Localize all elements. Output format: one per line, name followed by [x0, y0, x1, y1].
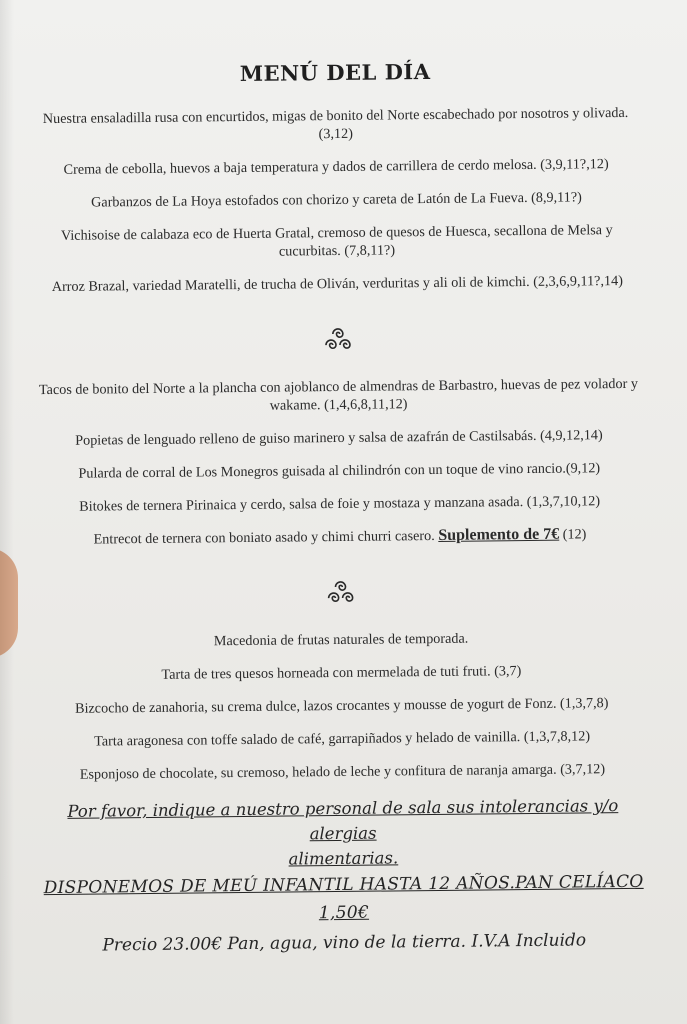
menu-title: MENÚ DEL DÍA	[239, 59, 431, 86]
allergy-note-line1: Por favor, indique a nuestro personal de sala sus intolerancias y/o alergias	[67, 796, 619, 844]
dish-item: Arroz Brazal, variedad Maratelli, de trucha de Oliván, verduritas y ali oli de kimchi. (2,3,6,9,11?,14)	[51, 272, 623, 295]
desserts-section	[36, 628, 648, 784]
dish-item: Popietas de lenguado relleno de guiso marinero y salsa de azafrán de Castilsabás. (4,9,12,14)	[75, 427, 603, 449]
mains-section	[33, 375, 645, 549]
triskelion-icon	[322, 573, 358, 609]
menu-content	[30, 57, 649, 956]
dish-item: Tarta aragonesa con toffe salado de café, garrapiñados y helado de vainilla. (1,3,7,8,12)	[94, 728, 591, 750]
triskelion-icon	[320, 320, 356, 356]
dish-item: Tacos de bonito del Norte a la plancha con ajoblanco de almendras de Barbastro, huevas de pez volador y wakame. (1,4,6,8,11,12)	[38, 375, 638, 414]
dish-item: Bitokes de ternera Pirinaica y cerdo, salsa de foie y mostaza y manzana asada. (1,3,7,10,12)	[79, 493, 601, 515]
allergy-note	[38, 793, 649, 874]
gluten-free-bread-price: 1,50€	[318, 902, 370, 924]
dish-item: Nuestra ensaladilla rusa con encurtidos, migas de bonito del Norte escabechado por nosotros y olivada. (3,12)	[42, 104, 629, 143]
dish-item: Esponjoso de chocolate, su cremoso, helado de leche y confitura de naranja amarga. (3,7,12)	[79, 761, 606, 783]
dish-item: Vichisoise de calabaza eco de Huerta Gratal, cremoso de quesos de Huesca, secallona de Melsa y cucurbitas. (7,8,11?)	[60, 222, 613, 260]
dish-item-entrecot	[35, 525, 645, 549]
starters-section	[31, 104, 643, 296]
dish-item: Garbanzos de La Hoya estofados con chorizo y careta de Latón de La Fueva. (8,9,11?)	[91, 189, 582, 211]
allergy-note-line2: alimentarias.	[288, 848, 399, 869]
entrecot-text: Entrecot de ternera con boniato asado y chimi churri casero.	[93, 527, 435, 548]
dish-item: Pularda de corral de Los Monegros guisada al chilindrón con un toque de vino rancio.(9,12)	[78, 460, 601, 482]
entrecot-allergens: (12)	[562, 526, 587, 543]
page-shadow	[0, 0, 14, 1024]
dish-item: Crema de cebolla, huevos a baja temperatura y dados de carrillera de cerdo melosa. (3,9,11?,12)	[63, 156, 609, 178]
dish-item: Tarta de tres quesos horneada con mermelada de tuti fruti. (3,7)	[161, 663, 522, 683]
supplement-label: Suplemento de 7€	[438, 525, 560, 544]
dish-item: Bizcocho de zanahoria, su crema dulce, lazos crocantes y mousse de yogurt de Fonz. (1,3,7,8)	[74, 695, 609, 717]
kids-menu-line1: DISPONEMOS DE MEÚ INFANTIL HASTA 12 AÑOS.PAN CELÍACO	[43, 871, 644, 899]
dish-item: Macedonia de frutas naturales de temporada.	[213, 630, 469, 650]
kids-menu-note	[39, 868, 650, 930]
menu-price: Precio 23.00€ Pan, agua, vino de la tierra. I.V.A Incluido	[102, 930, 587, 956]
